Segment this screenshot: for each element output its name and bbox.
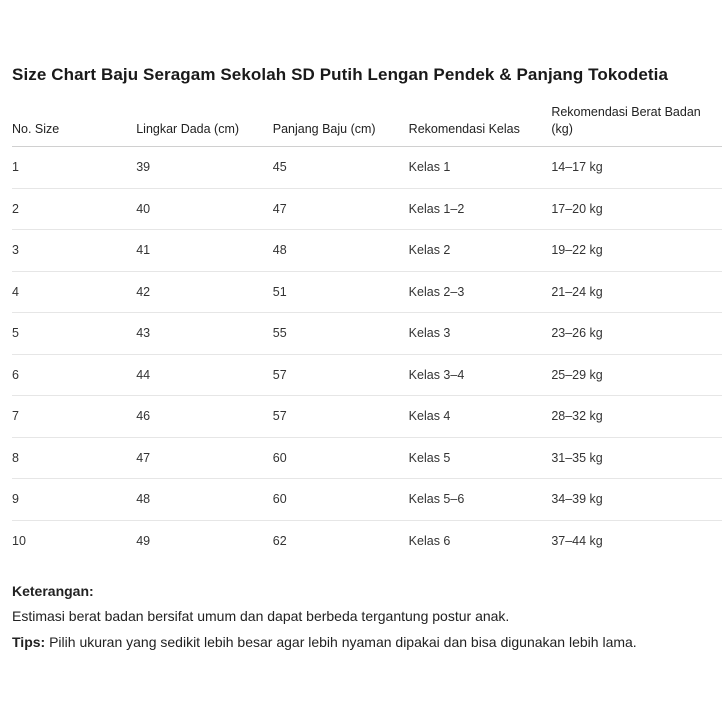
table-row — [12, 396, 722, 438]
page-title: Size Chart Baju Seragam Sekolah SD Putih Lengan Pendek & Panjang Tokodetia — [12, 65, 669, 84]
cell-length: 62 — [272, 533, 287, 548]
cell-weight: 19–22 kg — [551, 230, 722, 272]
cell-weight: 37–44 kg — [551, 533, 603, 548]
cell-length: 47 — [273, 188, 409, 230]
cell-chest: 47 — [136, 437, 273, 479]
cell-size: 2 — [12, 188, 136, 230]
header-no-size: No. Size — [12, 98, 136, 147]
cell-chest: 49 — [136, 533, 151, 548]
cell-weight: 21–24 kg — [551, 271, 722, 313]
cell-weight: 31–35 kg — [551, 437, 722, 479]
tips-text: Pilih ukuran yang sedikit lebih besar agar lebih nyaman dipakai dan bisa digunakan lebih lama. — [45, 634, 637, 650]
header-rekomendasi-berat-badan: Rekomendasi Berat Badan (kg) — [551, 98, 722, 147]
cell-size: 5 — [12, 313, 136, 355]
notes-section — [12, 579, 722, 655]
cell-size: 8 — [12, 437, 136, 479]
cell-chest: 42 — [136, 271, 273, 313]
cell-weight: 28–32 kg — [551, 396, 722, 438]
cell-class: Kelas 5–6 — [409, 479, 552, 521]
cell-weight: 23–26 kg — [551, 313, 722, 355]
table-row — [12, 230, 722, 272]
cell-size: 7 — [12, 396, 136, 438]
cell-class: Kelas 1–2 — [409, 188, 552, 230]
cell-length: 51 — [273, 271, 409, 313]
table-row — [12, 313, 722, 355]
notes-tips — [12, 629, 722, 655]
table-row — [12, 520, 722, 561]
cell-chest: 44 — [136, 354, 273, 396]
header-lingkar-dada: Lingkar Dada (cm) — [136, 98, 273, 147]
cell-class: Kelas 3 — [409, 313, 552, 355]
table-row — [12, 437, 722, 479]
cell-length: 60 — [273, 437, 409, 479]
cell-class: Kelas 6 — [408, 533, 451, 548]
cell-length: 60 — [273, 479, 409, 521]
cell-class: Kelas 4 — [409, 396, 552, 438]
cell-chest: 40 — [136, 188, 273, 230]
cell-weight: 34–39 kg — [551, 479, 722, 521]
table-row — [12, 271, 722, 313]
cell-size: 3 — [12, 230, 136, 272]
cell-size: 6 — [12, 354, 136, 396]
cell-size: 10 — [12, 533, 26, 548]
cell-length: 57 — [273, 396, 409, 438]
cell-chest: 39 — [136, 147, 273, 189]
table-row — [12, 479, 722, 521]
cell-weight: 25–29 kg — [551, 354, 722, 396]
cell-length: 55 — [273, 313, 409, 355]
table-row — [12, 354, 722, 396]
cell-chest: 48 — [136, 479, 273, 521]
cell-class: Kelas 1 — [409, 147, 552, 189]
table-header-row — [12, 98, 722, 147]
table-row — [12, 188, 722, 230]
size-chart-page — [12, 60, 722, 655]
table-row — [12, 147, 722, 189]
header-panjang-baju: Panjang Baju (cm) — [273, 98, 409, 147]
cell-class: Kelas 2 — [409, 230, 552, 272]
cell-size: 4 — [12, 271, 136, 313]
cell-length: 45 — [273, 147, 409, 189]
cell-length: 48 — [273, 230, 409, 272]
cell-chest: 46 — [136, 396, 273, 438]
cell-length: 57 — [273, 354, 409, 396]
cell-chest: 41 — [136, 230, 273, 272]
cell-weight: 17–20 kg — [551, 188, 722, 230]
cell-class: Kelas 2–3 — [409, 271, 552, 313]
cell-class: Kelas 5 — [409, 437, 552, 479]
cell-size: 1 — [12, 147, 136, 189]
notes-heading: Keterangan: — [12, 583, 94, 599]
size-table — [12, 98, 722, 561]
cell-class: Kelas 3–4 — [409, 354, 552, 396]
cell-weight: 14–17 kg — [551, 147, 722, 189]
tips-label: Tips: — [12, 634, 46, 650]
header-rekomendasi-kelas: Rekomendasi Kelas — [409, 98, 552, 147]
cell-chest: 43 — [136, 313, 273, 355]
cell-size: 9 — [12, 479, 136, 521]
notes-estimate: Estimasi berat badan bersifat umum dan dapat berbeda tergantung postur anak. — [12, 608, 510, 624]
